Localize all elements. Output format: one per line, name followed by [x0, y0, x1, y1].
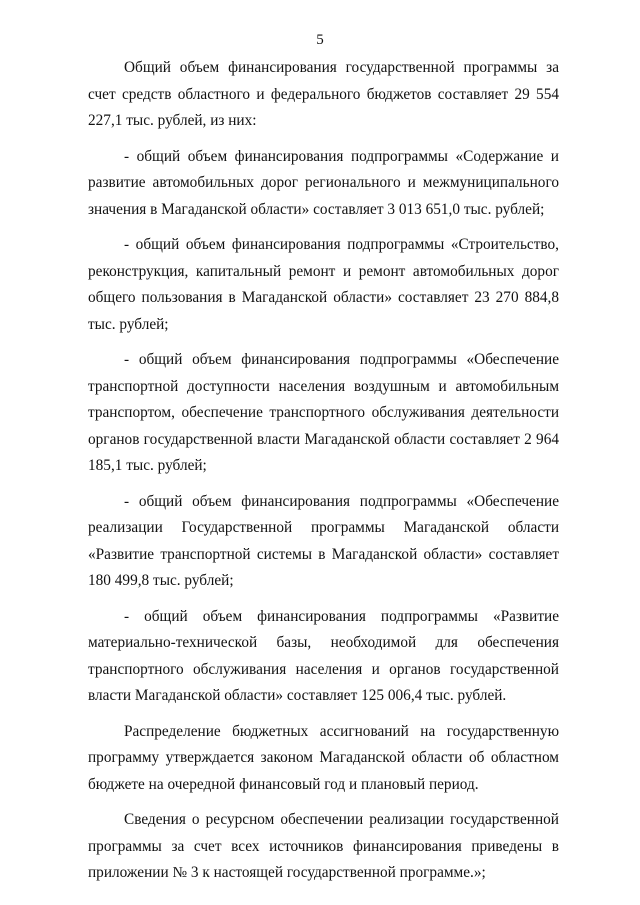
- paragraph-total-funding: Общий объем финансирования государственной программы за счет средств областного и федерального бюджетов составляет 29 554 227,1 тыс. рублей, из них:: [88, 59, 559, 129]
- paragraph-subprogram-roads-maintenance: - общий объем финансирования подпрограммы «Содержание и развитие автомобильных дорог регионального и межмуниципального значения в Магаданской области» составляет 3 013 651,0 тыс. рублей;: [88, 147, 559, 218]
- document-body: [88, 55, 559, 887]
- paragraph-budget-allocation: Распределение бюджетных ассигнований на государственную программу утверждается законом Магаданской области об областном бюджете на очередной финансовый год и плановый период.: [88, 722, 559, 793]
- paragraph-subprogram-program-implementation: - общий объем финансирования подпрограммы «Обеспечение реализации Государственной программы Магаданской области «Развитие транспортной системы в Магаданской области» составляет 180 499,8 тыс. рублей;: [88, 492, 559, 589]
- paragraph-resource-information: Сведения о ресурсном обеспечении реализации государственной программы за счет всех источников финансирования приведены в приложении № 3 к настоящей государственной программе.»;: [88, 811, 559, 881]
- page-number: 5: [316, 32, 324, 48]
- paragraph-subprogram-transport-accessibility: - общий объем финансирования подпрограммы «Обеспечение транспортной доступности населения воздушным и автомобильным транспортом, обеспечение транспортного обслуживания деятельности органов государственной власти Магаданской области составляет 2 964 185,1 тыс. рублей;: [88, 351, 559, 474]
- paragraph-subprogram-material-base: - общий объем финансирования подпрограммы «Развитие материально-технической базы, необходимой для обеспечения транспортного обслуживания населения и органов государственной власти Магаданской области» составляет 125 006,4 тыс. рублей.: [88, 607, 559, 704]
- paragraph-subprogram-roads-construction: - общий объем финансирования подпрограммы «Строительство, реконструкция, капитальный ремонт и ремонт автомобильных дорог общего пользования в Магаданской области» составляет 23 270 884,8 тыс. рублей;: [88, 236, 559, 333]
